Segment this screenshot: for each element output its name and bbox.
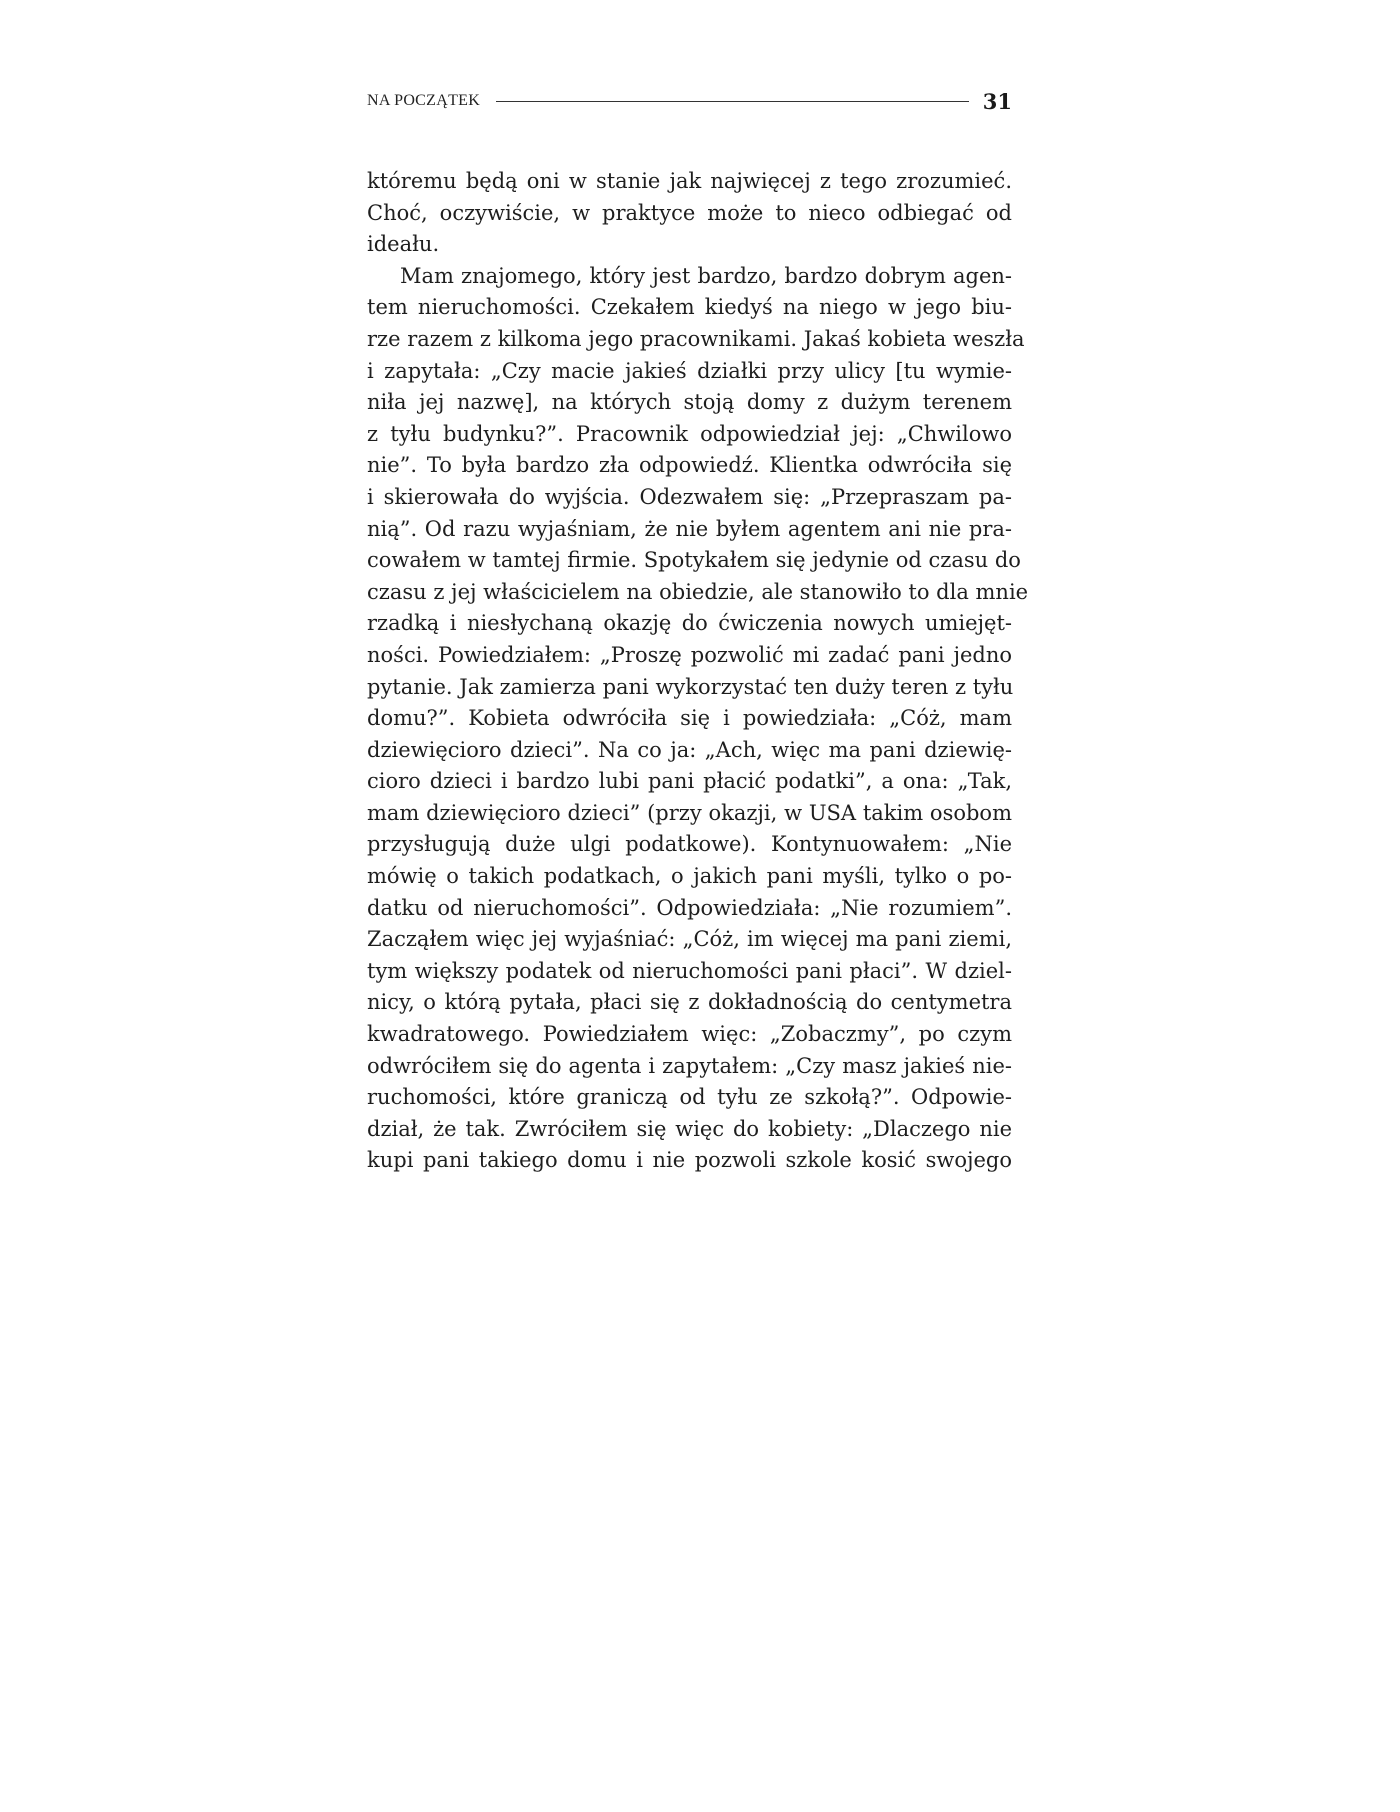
text-line: ności. Powiedziałem: „Proszę pozwolić mi zadać pani jedno: [367, 642, 1012, 667]
chapter-title: NA POCZĄTEK: [367, 92, 481, 109]
text-line: rze razem z kilkoma jego pracownikami. Jakaś kobieta weszła: [367, 326, 1025, 351]
text-line: pytanie. Jak zamierza pani wykorzystać ten duży teren z tyłu: [367, 674, 1014, 699]
text-line: Choć, oczywiście, w praktyce może to nieco odbiegać od: [367, 200, 1012, 225]
running-head: [367, 86, 1012, 116]
text-line: niła jej nazwę], na których stoją domy z dużym terenem: [367, 390, 1012, 415]
text-line: któremu będą oni w stanie jak najwięcej z tego zrozumieć.: [367, 169, 1012, 193]
text-line: kupi pani takiego domu i nie pozwoli szkole kosić swojego: [367, 1148, 1012, 1173]
text-line: datku od nieruchomości”. Odpowiedziała: „Nie rozumiem”.: [367, 895, 1012, 920]
text-line: ideału.: [367, 232, 440, 257]
text-line: z tyłu budynku?”. Pracownik odpowiedział jej: „Chwilowo: [367, 421, 1012, 446]
text-line: tym większy podatek od nieruchomości pani płaci”. W dziel-: [367, 958, 1012, 983]
text-line: tem nieruchomości. Czekałem kiedyś na niego w jego biu-: [367, 295, 1012, 320]
text-line: przysługują duże ulgi podatkowe). Kontynuowałem: „Nie: [367, 832, 1012, 857]
text-line: domu?”. Kobieta odwróciła się i powiedziała: „Cóż, mam: [367, 706, 1012, 731]
text-line: odwróciłem się do agenta i zapytałem: „Czy masz jakieś nie-: [367, 1053, 1012, 1078]
text-line: i zapytała: „Czy macie jakieś działki przy ulicy [tu wymie-: [367, 358, 1012, 383]
text-line: nie”. To była bardzo zła odpowiedź. Klientka odwróciła się: [367, 453, 1012, 478]
text-line: czasu z jej właścicielem na obiedzie, ale stanowiło to dla mnie: [367, 579, 1029, 604]
text-line: nicy, o którą pytała, płaci się z dokładnością do centymetra: [367, 990, 1012, 1015]
text-line: rzadką i niesłychaną okazję do ćwiczenia nowych umiejęt-: [367, 611, 1012, 636]
text-line: Mam znajomego, który jest bardzo, bardzo dobrym agen-: [400, 263, 1012, 288]
text-line: mam dziewięcioro dzieci” (przy okazji, w USA takim osobom: [367, 800, 1012, 825]
text-line: dziewięcioro dzieci”. Na co ja: „Ach, więc ma pani dziewię-: [367, 737, 1012, 762]
text-line: mówię o takich podatkach, o jakich pani myśli, tylko o po-: [367, 864, 1012, 889]
text-line: cioro dzieci i bardzo lubi pani płacić podatki”, a ona: „Tak,: [367, 769, 1012, 794]
page-number: 31: [982, 88, 1012, 114]
text-line: nią”. Od razu wyjaśniam, że nie byłem agentem ani nie pra-: [367, 516, 1012, 541]
text-line: cowałem w tamtej firmie. Spotykałem się jedynie od czasu do: [367, 548, 1021, 573]
text-line: Zacząłem więc jej wyjaśniać: „Cóż, im więcej ma pani ziemi,: [367, 927, 1012, 952]
text-line: i skierowała do wyjścia. Odezwałem się: „Przepraszam pa-: [367, 484, 1012, 509]
text-line: kwadratowego. Powiedziałem więc: „Zobaczmy”, po czym: [367, 1022, 1012, 1047]
text-line: ruchomości, które graniczą od tyłu ze szkołą?”. Odpowie-: [367, 1085, 1012, 1110]
header-rule: [496, 101, 969, 102]
text-line: dział, że tak. Zwróciłem się więc do kobiety: „Dlaczego nie: [367, 1116, 1012, 1141]
body-text: [367, 166, 1029, 1177]
